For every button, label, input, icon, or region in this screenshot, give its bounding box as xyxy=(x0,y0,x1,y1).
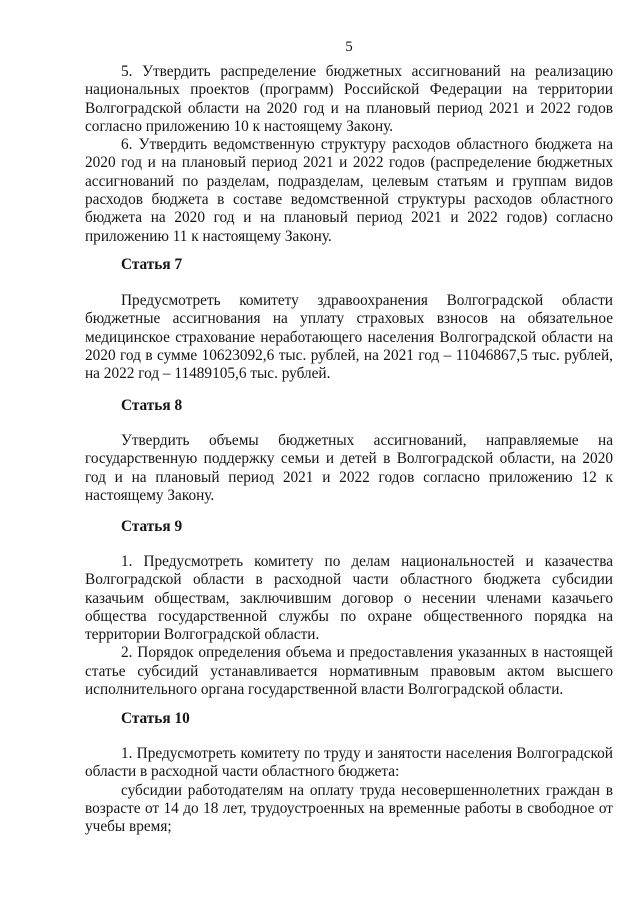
article-7-paragraph: Предусмотреть комитету здравоохранения Волгоградской области бюджетные ассигнования на уплату страховых взносов на обязательное медицинское страхование неработающего населения Волгоградской области на 2020 год в сумме 10623092,6 тыс. рублей, на 2021 год – 11046867,5 тыс. рублей, на 2022 год – 11489105,6 тыс. рублей. xyxy=(85,292,613,383)
article-9-body xyxy=(85,553,613,699)
paragraph-6: 6. Утвердить ведомственную структуру расходов областного бюджета на 2020 год и на плановый период 2021 и 2022 годов (распределение бюджетных ассигнований по разделам, подразделам, целевым статьям и группам видов расходов бюджета в составе ведомственной структуры расходов областного бюджета на 2020 год и на плановый период 2021 и 2022 годов) согласно приложению 11 к настоящему Закону. xyxy=(85,136,613,245)
article-8-body xyxy=(85,432,613,505)
section-budget-appropriations xyxy=(85,63,613,246)
article-9-heading: Статья 9 xyxy=(121,518,183,535)
paragraph-5: 5. Утвердить распределение бюджетных ассигнований на реализацию национальных проектов (программ) Российской Федерации на территории Волгоградской области на 2020 год и на плановый период 2021 и 2022 годов согласно приложению 10 к настоящему Закону. xyxy=(85,63,613,135)
article-10-paragraph-1: 1. Предусмотреть комитету по труду и занятости населения Волгоградской области в расходной части областного бюджета: xyxy=(85,745,613,781)
article-10-heading: Статья 10 xyxy=(121,710,190,727)
page-number: 5 xyxy=(345,39,353,55)
article-10-paragraph-2: субсидии работодателям на оплату труда несовершеннолетних граждан в возрасте от 14 до 18 лет, трудоустроенных на временные работы в свободное от учебы время; xyxy=(85,781,613,836)
article-7-body xyxy=(85,292,613,383)
article-8-paragraph: Утвердить объемы бюджетных ассигнований, направляемые на государственную поддержку семьи и детей в Волгоградской области, на 2020 год и на плановый период 2021 и 2022 годов согласно приложению 12 к настоящему Закону. xyxy=(85,432,613,504)
article-9-paragraph-2: 2. Порядок определения объема и предоставления указанных в настоящей статье субсидий устанавливается нормативным правовым актом высшего исполнительного органа государственной власти Волгоградской области. xyxy=(85,644,613,699)
article-10-body xyxy=(85,745,613,836)
article-8-heading: Статья 8 xyxy=(121,397,183,414)
article-7-heading: Статья 7 xyxy=(121,256,183,273)
article-9-paragraph-1: 1. Предусмотреть комитету по делам национальностей и казачества Волгоградской области в расходной части областного бюджета субсидии казачьим обществам, заключившим договор о несении членами казачьего общества государственной службы по охране общественного порядка на территории Волгоградской области. xyxy=(85,553,613,644)
